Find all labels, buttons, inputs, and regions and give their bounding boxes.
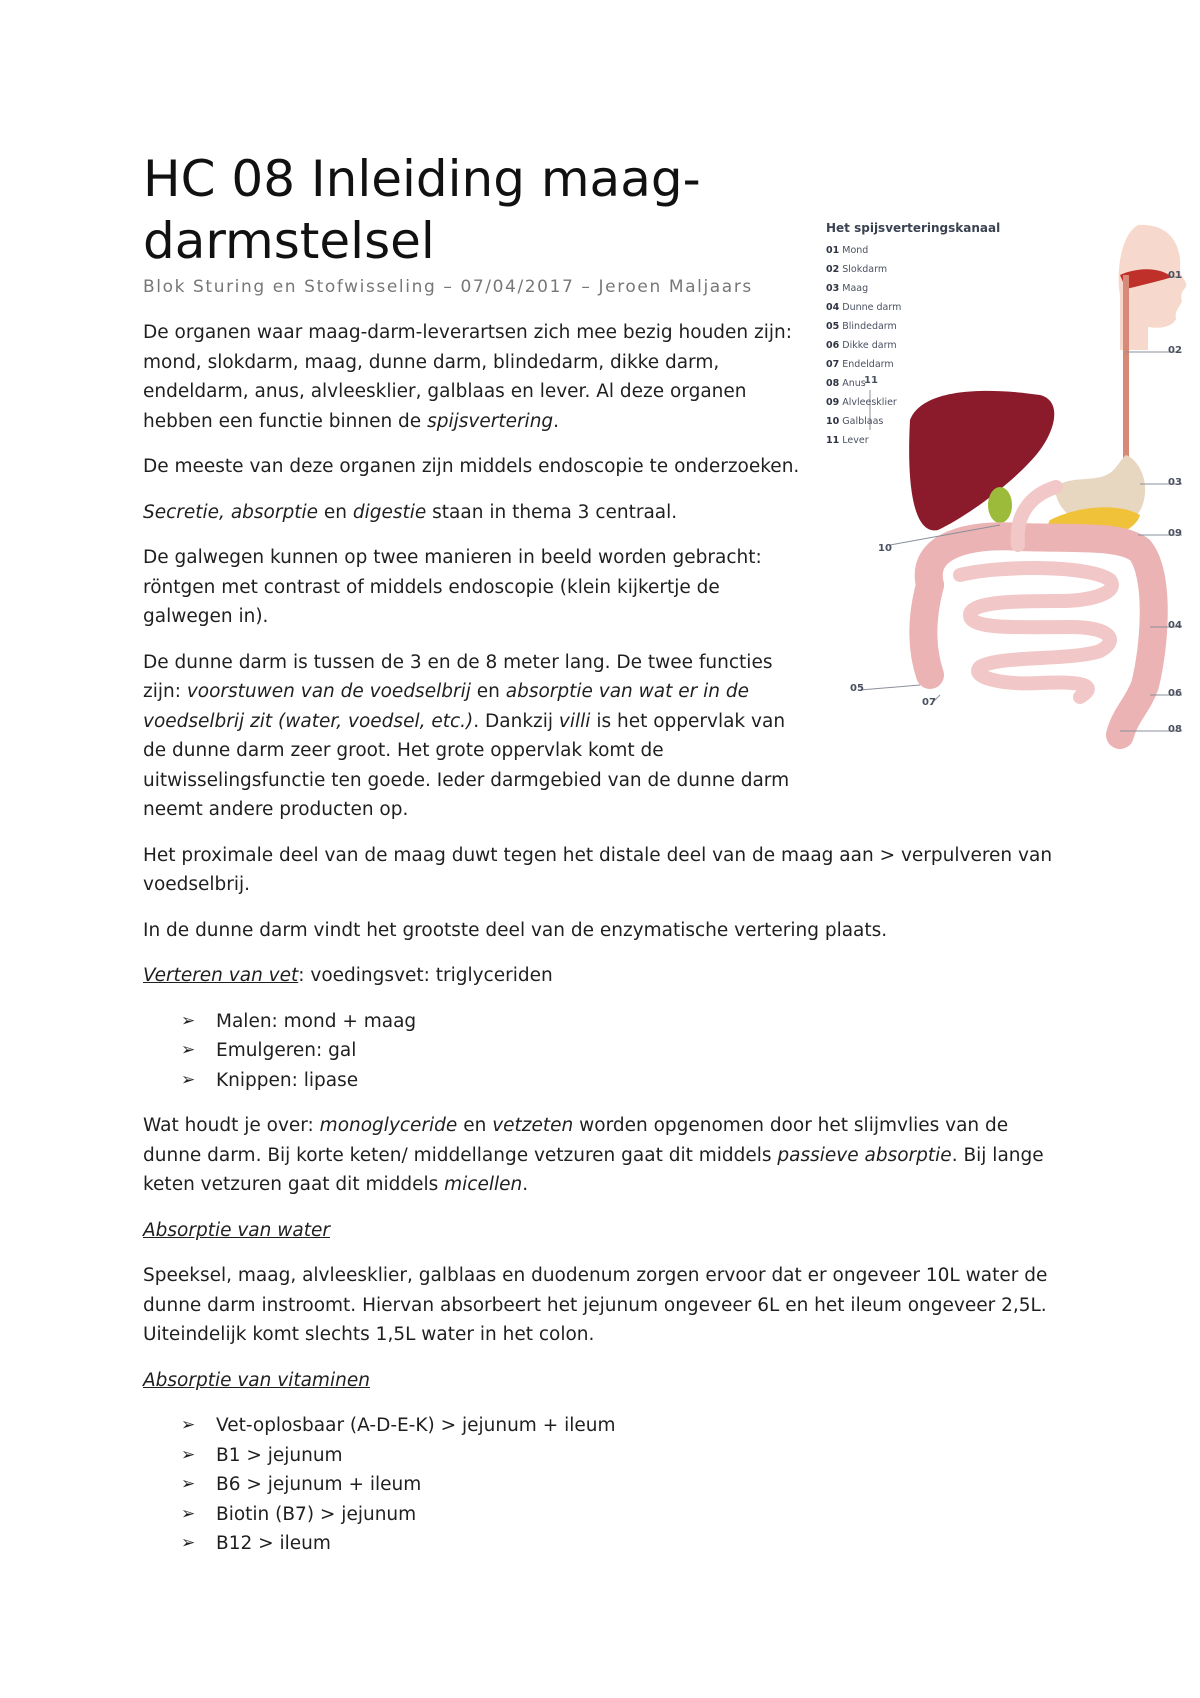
figure-title: Het spijsverteringskanaal — [826, 221, 1001, 235]
legend-item: 07 Endeldarm — [826, 359, 894, 370]
list-item: ➢ Vet-oplosbaar (A-D-E-K) > jejunum + ileum — [181, 1411, 1063, 1441]
legend-item: 04 Dunne darm — [826, 302, 902, 313]
heading-verteren-vet: Verteren van vet — [143, 965, 299, 986]
legend-item: 05 Blindedarm — [826, 321, 897, 332]
list-item: ➢ Emulgeren: gal — [181, 1036, 1063, 1066]
heading-absorptie-water: Absorptie van water — [143, 1219, 330, 1241]
callout-08: 08 — [1168, 724, 1182, 735]
callout-10: 10 — [878, 543, 892, 554]
callout-07: 07 — [922, 697, 936, 708]
paragraph-monoglyceride: Wat houdt je over: monoglyceride en vetzeten worden opgenomen door het slijmvlies van de dunne darm. Bij korte keten/ middellange vetzuren gaat dit middels passieve absorptie. Bij lange keten vetzuren gaat dit middels micellen. — [143, 1115, 1044, 1195]
page-subtitle: Blok Sturing en Stofwisseling – 07/04/2017 – Jeroen Maljaars — [143, 277, 753, 297]
list-item: ➢ B1 > jejunum — [181, 1441, 1063, 1471]
paragraph-galwegen: De galwegen kunnen op twee manieren in beeld worden gebracht: röntgen met contrast of middels endoscopie (klein kijkertje de galwegen in). — [143, 547, 762, 627]
list-item: ➢ Biotin (B7) > jejunum — [181, 1500, 1063, 1530]
title-line-1: HC 08 Inleiding maag- — [143, 150, 701, 208]
paragraph-maag: Het proximale deel van de maag duwt tegen het distale deel van de maag aan > verpulveren van voedselbrij. — [143, 844, 1053, 895]
legend-item: 01 Mond — [826, 245, 869, 256]
paragraph-verteren-vet: Verteren van vet: voedingsvet: triglyceriden — [143, 965, 553, 986]
legend-item: 08 Anus — [826, 378, 866, 389]
legend-item: 02 Slokdarm — [826, 264, 888, 275]
callout-06: 06 — [1168, 688, 1182, 699]
paragraph-organen: De organen waar maag-darm-leverartsen zich mee bezig houden zijn: mond, slokdarm, maag, dunne darm, blindedarm, dikke darm, endeldarm, anus, alvleesklier, galblaas en lever. Al deze organen hebben een functie binnen de spijsvertering. — [143, 322, 792, 432]
figure-legend — [826, 241, 901, 450]
heading-absorptie-vitaminen: Absorptie van vitaminen — [143, 1369, 370, 1391]
callout-11: 11 — [864, 375, 878, 386]
callout-01: 01 — [1168, 270, 1182, 281]
title-line-2: darmstelsel — [143, 212, 435, 270]
paragraph-vertering: In de dunne darm vindt het grootste deel van de enzymatische vertering plaats. — [143, 919, 888, 941]
paragraph-endoscopie: De meeste van deze organen zijn middels endoscopie te onderzoeken. — [143, 456, 800, 477]
digestive-system-figure — [820, 215, 1192, 755]
list-vet — [143, 1007, 1063, 1096]
callout-04: 04 — [1168, 620, 1182, 631]
list-item: ➢ B6 > jejunum + ileum — [181, 1470, 1063, 1500]
list-item: ➢ B12 > ileum — [181, 1529, 1063, 1559]
legend-item: 11 Lever — [826, 435, 869, 446]
paragraph-dunne-darm: De dunne darm is tussen de 3 en de 8 meter lang. De twee functies zijn: voorstuwen van de voedselbrij en absorptie van wat er in de voedselbrij zit (water, voedsel, etc.). Dankzij villi is het oppervlak van de dunne darm zeer groot. Het grote oppervlak komt de uitwisselingsfunctie ten goede. Ieder darmgebied van de dunne darm neemt andere producten op. — [143, 651, 790, 820]
paragraph-thema: Secretie, absorptie en digestie staan in thema 3 centraal. — [143, 501, 678, 523]
legend-item: 09 Alvleesklier — [826, 397, 897, 408]
list-item: ➢ Malen: mond + maag — [181, 1007, 1063, 1037]
callout-02: 02 — [1168, 345, 1182, 356]
legend-item: 06 Dikke darm — [826, 340, 897, 351]
page-title — [143, 148, 783, 272]
list-vitaminen — [143, 1411, 1063, 1559]
callout-09: 09 — [1168, 528, 1182, 539]
legend-item: 10 Galblaas — [826, 416, 884, 427]
list-item: ➢ Knippen: lipase — [181, 1066, 1063, 1096]
paragraph-water: Speeksel, maag, alvleesklier, galblaas en duodenum zorgen ervoor dat er ongeveer 10L water de dunne darm instroomt. Hiervan absorbeert het jejunum ongeveer 6L en het ileum ongeveer 2,5L. Uiteindelijk komt slechts 1,5L water in het colon. — [143, 1265, 1048, 1345]
callout-03: 03 — [1168, 477, 1182, 488]
legend-item: 03 Maag — [826, 283, 869, 294]
callout-05: 05 — [850, 683, 864, 694]
